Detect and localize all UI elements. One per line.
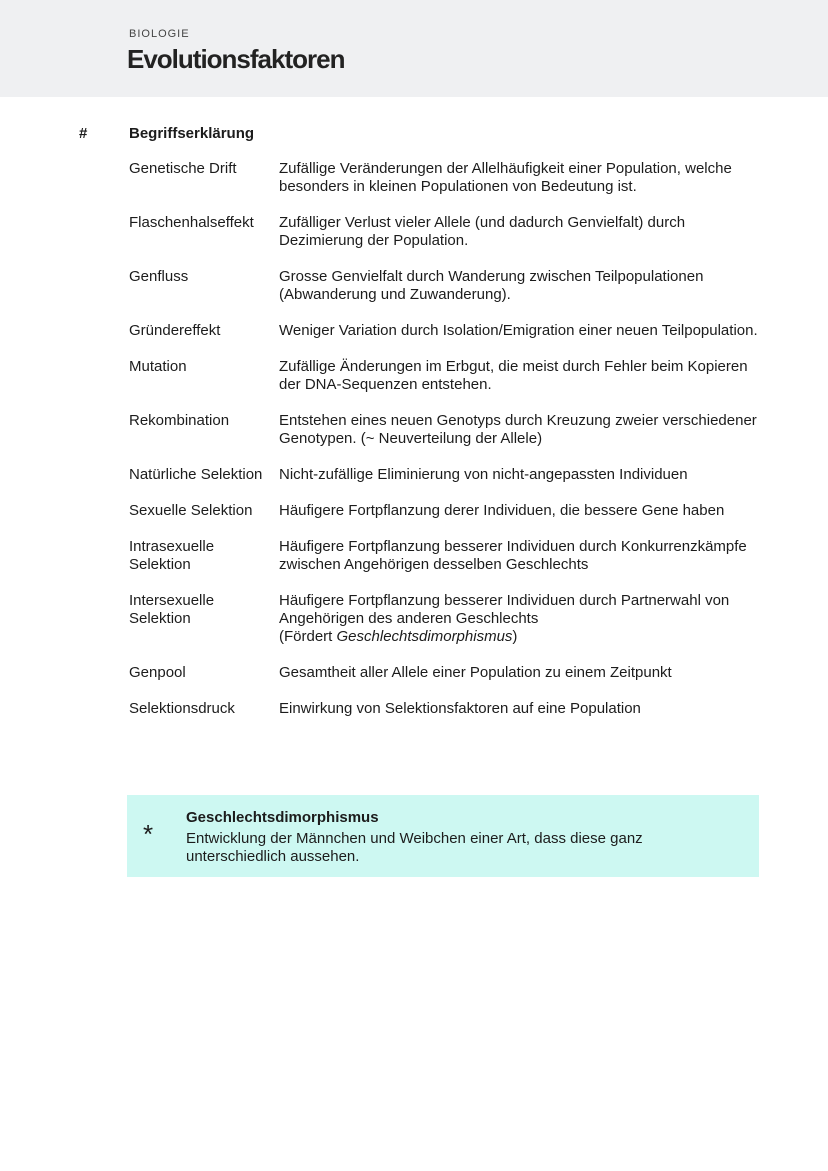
- section-marker: #: [79, 125, 88, 142]
- asterisk-icon: *: [143, 819, 154, 849]
- definition-text: Häufigere Fortpflanzung besserer Individuen durch Partnerwahl von Angehörigen des anderen Geschlechts: [279, 592, 730, 627]
- glossary-term: Mutation: [129, 358, 187, 375]
- glossary-row: [129, 700, 769, 718]
- glossary-row: [129, 322, 769, 340]
- callout-title: Geschlechtsdimorphismus: [186, 809, 379, 826]
- page-header: [0, 0, 828, 97]
- glossary-term: Intrasexuelle Selektion: [129, 538, 215, 573]
- glossary-definition: Gesamtheit aller Allele einer Population zu einem Zeitpunkt: [279, 664, 672, 681]
- glossary-row: [129, 214, 769, 250]
- callout-text: Entwicklung der Männchen und Weibchen einer Art, dass diese ganz unterschiedlich aussehen.: [186, 830, 643, 865]
- glossary-term: Genetische Drift: [129, 160, 237, 177]
- definition-note-emphasis: Geschlechtsdimorphismus: [336, 628, 513, 645]
- glossary-row: [129, 358, 769, 394]
- page-title: Evolutionsfaktoren: [127, 44, 345, 74]
- glossary-row: [129, 466, 769, 484]
- glossary-row: [129, 160, 769, 196]
- glossary-definition: [279, 592, 769, 646]
- section-heading: Begriffserklärung: [129, 125, 255, 142]
- definition-note-prefix: (Fördert: [279, 628, 337, 645]
- glossary-term: Genpool: [129, 664, 186, 681]
- glossary-row: [129, 592, 769, 646]
- glossary-list: [129, 160, 769, 736]
- glossary-term: Natürliche Selektion: [129, 466, 263, 483]
- glossary-term: Sexuelle Selektion: [129, 502, 253, 519]
- glossary-definition: Nicht-zufällige Eliminierung von nicht-angepassten Individuen: [279, 466, 688, 483]
- glossary-row: [129, 664, 769, 682]
- definition-note-suffix: ): [512, 628, 518, 645]
- glossary-term: Selektionsdruck: [129, 700, 235, 717]
- definition-callout: [127, 795, 759, 877]
- glossary-definition: Zufällige Änderungen im Erbgut, die meist durch Fehler beim Kopieren der DNA-Sequenzen entstehen.: [279, 358, 748, 393]
- glossary-definition: Zufälliger Verlust vieler Allele (und dadurch Genvielfalt) durch Dezimierung der Population.: [279, 214, 686, 249]
- glossary-term: Gründereffekt: [129, 322, 221, 339]
- glossary-term: Flaschenhalseffekt: [129, 214, 254, 231]
- glossary-definition: Entstehen eines neuen Genotyps durch Kreuzung zweier verschiedener Genotypen. (~ Neuverteilung der Allele): [279, 412, 757, 447]
- glossary-row: [129, 538, 769, 574]
- glossary-term: Genfluss: [129, 268, 189, 285]
- glossary-definition: Häufigere Fortpflanzung besserer Individuen durch Konkurrenzkämpfe zwischen Angehörigen desselben Geschlechts: [279, 538, 747, 573]
- glossary-definition: Weniger Variation durch Isolation/Emigration einer neuen Teilpopulation.: [279, 322, 758, 339]
- glossary-row: [129, 268, 769, 304]
- glossary-definition: Zufällige Veränderungen der Allelhäufigkeit einer Population, welche besonders in kleinen Populationen von Bedeutung ist.: [279, 160, 732, 195]
- glossary-definition: Häufigere Fortpflanzung derer Individuen, die bessere Gene haben: [279, 502, 725, 519]
- glossary-definition: Grosse Genvielfalt durch Wanderung zwischen Teilpopulationen (Abwanderung und Zuwanderung).: [279, 268, 704, 303]
- glossary-term: Intersexuelle Selektion: [129, 592, 215, 627]
- glossary-row: [129, 412, 769, 448]
- glossary-definition: Einwirkung von Selektionsfaktoren auf eine Population: [279, 700, 641, 717]
- subject-label: BIOLOGIE: [129, 28, 190, 40]
- glossary-row: [129, 502, 769, 520]
- glossary-term: Rekombination: [129, 412, 230, 429]
